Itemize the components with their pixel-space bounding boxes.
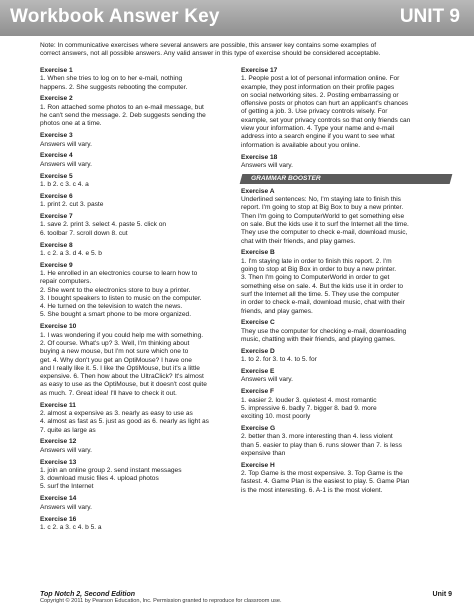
- answer-line: surf the Internet all the time. 5. They use the computer: [241, 290, 400, 298]
- answer-line: example, they post information on their profile pages: [241, 83, 395, 91]
- answer-line: address into a search engine if you want to see what: [241, 133, 395, 141]
- answer-line: 1. Ron attached some photos to an e-mail message, but: [40, 103, 204, 111]
- exercise-block: [241, 188, 452, 246]
- exercise-title: Exercise 3: [40, 132, 73, 140]
- exercise-block: [40, 242, 232, 259]
- exercise-title: Exercise 13: [40, 458, 77, 466]
- exercise-title: Exercise B: [241, 249, 275, 257]
- answer-line: Answers will vary.: [40, 160, 92, 168]
- exercise-title: Exercise A: [241, 187, 275, 195]
- answer-line: of getting a job. 3. Use privacy controls wisely. For: [241, 108, 388, 116]
- exercise-title: Exercise 7: [40, 213, 73, 221]
- answer-line: view your information. 4. Type your name and e-mail: [241, 125, 395, 133]
- exercise-title: Exercise E: [241, 368, 275, 376]
- exercise-block: [40, 438, 232, 455]
- exercise-block: [40, 193, 232, 210]
- answer-line: expensive. 6. Then how about the UltraClick? It's almost: [40, 373, 204, 381]
- answer-line: 1. c 2. a 3. c 4. b 5. a: [40, 523, 102, 531]
- exercise-title: Exercise H: [241, 461, 275, 469]
- answer-line: exciting 10. most poorly: [241, 413, 311, 421]
- exercise-title: Exercise 2: [40, 95, 73, 103]
- answer-line: 2. She went to the electronics store to buy a printer.: [40, 286, 191, 294]
- answer-line: 5. surf the Internet: [40, 483, 94, 491]
- exercise-title: Exercise 1: [40, 67, 73, 74]
- answer-line: something else on sale. 4. But the kids use it in order to: [241, 282, 404, 290]
- answer-line: 3. Then I'm going to ComputerWorld in order to get: [241, 274, 390, 282]
- answer-line: Answers will vary.: [40, 446, 92, 454]
- unit-label: UNIT 9: [399, 6, 460, 27]
- grammar-booster-banner: [240, 174, 453, 184]
- answer-line: 1. join an online group 2. send instant messages: [40, 466, 182, 474]
- exercise-title: Exercise 14: [40, 495, 77, 503]
- answer-line: Then I'm going to ComputerWorld to get something else: [241, 212, 405, 220]
- exercise-block: [40, 132, 232, 149]
- answer-line: They use the computer to check e-mail, download music,: [241, 229, 408, 237]
- exercise-block: [241, 368, 452, 385]
- right-bottom-exercises: [241, 188, 452, 495]
- answer-line: 1. save 2. print 3. select 4. paste 5. click on: [40, 221, 167, 229]
- note-paragraph: [40, 42, 450, 59]
- exercise-block: [40, 459, 232, 492]
- answer-line: 5. impressive 6. badly 7. bigger 8. bad 9. more: [241, 404, 377, 412]
- exercise-title: Exercise 9: [40, 261, 73, 269]
- answer-line: fastest. 4. Game Plan is the easiest to play. 5. Game Plan: [241, 478, 410, 486]
- answer-line: than 5. easier to play than 6. runs slower than 7. is less: [241, 441, 402, 449]
- exercise-block: [241, 388, 452, 421]
- answer-line: 1. print 2. cut 3. paste: [40, 201, 104, 209]
- answer-line: is the most interesting. 6. A-1 is the most violent.: [241, 486, 383, 494]
- exercise-title: Exercise 6: [40, 192, 73, 200]
- answer-line: 1. easier 2. louder 3. quietest 4. most romantic: [241, 396, 377, 404]
- exercise-block: [40, 173, 232, 190]
- answer-line: in order to check e-mail, download music, chat with their: [241, 299, 405, 307]
- answer-line: 5. She bought a smart phone to be more organized.: [40, 311, 192, 319]
- exercise-title: Exercise 11: [40, 401, 76, 409]
- answer-line: 3. I bought speakers to listen to music on the computer.: [40, 294, 202, 302]
- answer-line: 1. b 2. c 3. c 4. a: [40, 180, 89, 188]
- answer-line: 1. to 2. for 3. to 4. to 5. for: [241, 356, 317, 364]
- answer-line: Answers will vary.: [40, 503, 92, 511]
- answer-line: 6. toolbar 7. scroll down 8. cut: [40, 229, 128, 237]
- exercise-title: Exercise 16: [40, 515, 77, 523]
- answer-line: on sale. But the kids use it to surf the Internet all the time.: [241, 220, 409, 228]
- exercise-block: [40, 152, 232, 169]
- answer-line: 1. When she tries to log on to her e-mail, nothing: [40, 75, 183, 83]
- answer-line: 1. I was wondering if you could help me with something.: [40, 331, 204, 339]
- answer-line: Answers will vary.: [241, 376, 293, 384]
- book-title: Top Notch 2, Second Edition: [40, 591, 136, 598]
- right-column: [241, 67, 452, 499]
- answer-line: 2. Of course. What's up? 3. Well, I'm thinking about: [40, 339, 190, 347]
- exercise-block: [40, 95, 232, 128]
- answer-line: offensive posts or photos can hurt an applicant's chances: [241, 100, 409, 108]
- answer-line: information is available about you online.: [241, 141, 361, 149]
- answer-line: 4. He turned on the television to watch the news.: [40, 303, 183, 311]
- copyright: Copyright © 2011 by Pearson Education, Inc. Permission granted to reproduce for classroom use.: [40, 598, 282, 604]
- exercise-title: Exercise C: [241, 319, 275, 327]
- exercise-title: Exercise 17: [241, 67, 278, 74]
- exercise-block: [241, 348, 452, 365]
- footer-unit: Unit 9: [432, 591, 452, 598]
- answer-line: 2. Top Game is the most expensive. 3. Top Game is the: [241, 470, 403, 478]
- answer-line: 1. People post a lot of personal information online. For: [241, 75, 400, 83]
- exercise-title: Exercise 10: [40, 323, 77, 331]
- answer-line: They use the computer for checking e-mail, downloading: [241, 327, 407, 335]
- exercise-block: [241, 425, 452, 458]
- exercise-block: [241, 154, 452, 171]
- exercise-block: [40, 262, 232, 320]
- exercise-title: Exercise 18: [241, 153, 278, 161]
- note-line: Note: In communicative exercises where several answers are possible, this answer key contains some examples of: [40, 42, 377, 49]
- right-top-exercises: [241, 67, 452, 170]
- exercise-block: [241, 319, 452, 344]
- exercise-block: [40, 516, 232, 533]
- answer-line: and I really like it. 5. I like the OptiMouse, but it's a little: [40, 364, 200, 372]
- exercise-block: [40, 323, 232, 398]
- answer-line: expensive than: [241, 449, 286, 457]
- answer-line: Answers will vary.: [241, 161, 293, 169]
- answer-line: he can't send the message. 2. Deb suggests sending the: [40, 112, 206, 120]
- exercise-title: Exercise D: [241, 347, 275, 355]
- answer-line: buying a new mouse, but I'm not sure which one to: [40, 348, 189, 356]
- answer-line: Underlined sentences: No, I'm staying late to finish this: [241, 196, 401, 204]
- answer-line: friends, and play games.: [241, 307, 313, 315]
- left-column: [40, 67, 232, 536]
- answer-line: music, chatting with their friends, and playing games.: [241, 335, 396, 343]
- answer-line: 4. almost as fast as 5. just as good as 6. nearly as light as: [40, 418, 209, 426]
- exercise-title: Exercise 4: [40, 152, 73, 160]
- answer-line: example, set your privacy controls so that only friends can: [241, 116, 411, 124]
- exercise-title: Exercise 12: [40, 438, 77, 446]
- footer: [40, 591, 452, 604]
- exercise-block: [40, 213, 232, 238]
- answer-line: as much. 7. Great idea! I'll have to check it out.: [40, 389, 177, 397]
- answer-line: going to stop at Big Box in order to buy a new printer.: [241, 266, 397, 274]
- answer-line: 2. almost a expensive as 3. nearly as easy to use as: [40, 409, 193, 417]
- grammar-booster-label: GRAMMAR BOOSTER: [251, 174, 321, 182]
- exercise-block: [40, 67, 232, 92]
- note-line: correct answers, not all possible answers. Any valid answer in this type of exercise should be considered acceptable.: [40, 50, 381, 58]
- answer-line: report. I'm going to stop at Big Box to buy a new printer.: [241, 204, 404, 212]
- header-bar: [0, 0, 474, 36]
- answer-line: 3. download music files 4. upload photos: [40, 475, 159, 483]
- exercise-title: Exercise 8: [40, 241, 73, 249]
- answer-line: 2. better than 3. more interesting than 4. less violent: [241, 433, 393, 441]
- answer-line: chat with their friends, and play games.: [241, 237, 356, 245]
- exercise-block: [241, 462, 452, 495]
- answer-line: 1. I'm staying late in order to finish this report. 2. I'm: [241, 257, 392, 265]
- answer-line: 7. quite as large as: [40, 426, 96, 434]
- answer-line: as easy to use as the OptiMouse, but it doesn't cost quite: [40, 381, 207, 389]
- exercise-title: Exercise 5: [40, 172, 73, 180]
- answer-line: Answers will vary.: [40, 140, 92, 148]
- exercise-title: Exercise G: [241, 425, 276, 433]
- exercise-title: Exercise F: [241, 388, 274, 396]
- answer-line: on social networking sites. 2. Posting embarrassing or: [241, 91, 399, 99]
- answer-line: 1. c 2. a 3. d 4. e 5. b: [40, 249, 102, 257]
- answer-line: photos one at a time.: [40, 120, 102, 128]
- answer-line: 1. He enrolled in an electronics course to learn how to: [40, 269, 198, 277]
- exercise-block: [40, 402, 232, 435]
- exercise-block: [40, 495, 232, 512]
- answer-line: repair computers.: [40, 278, 92, 286]
- page-title: Workbook Answer Key: [10, 6, 220, 27]
- exercise-block: [241, 67, 452, 150]
- answer-line: get. 4. Why don't you get an OptiMouse? I have one: [40, 356, 192, 364]
- answer-line: happens. 2. She suggests rebooting the computer.: [40, 83, 188, 91]
- exercise-block: [241, 249, 452, 315]
